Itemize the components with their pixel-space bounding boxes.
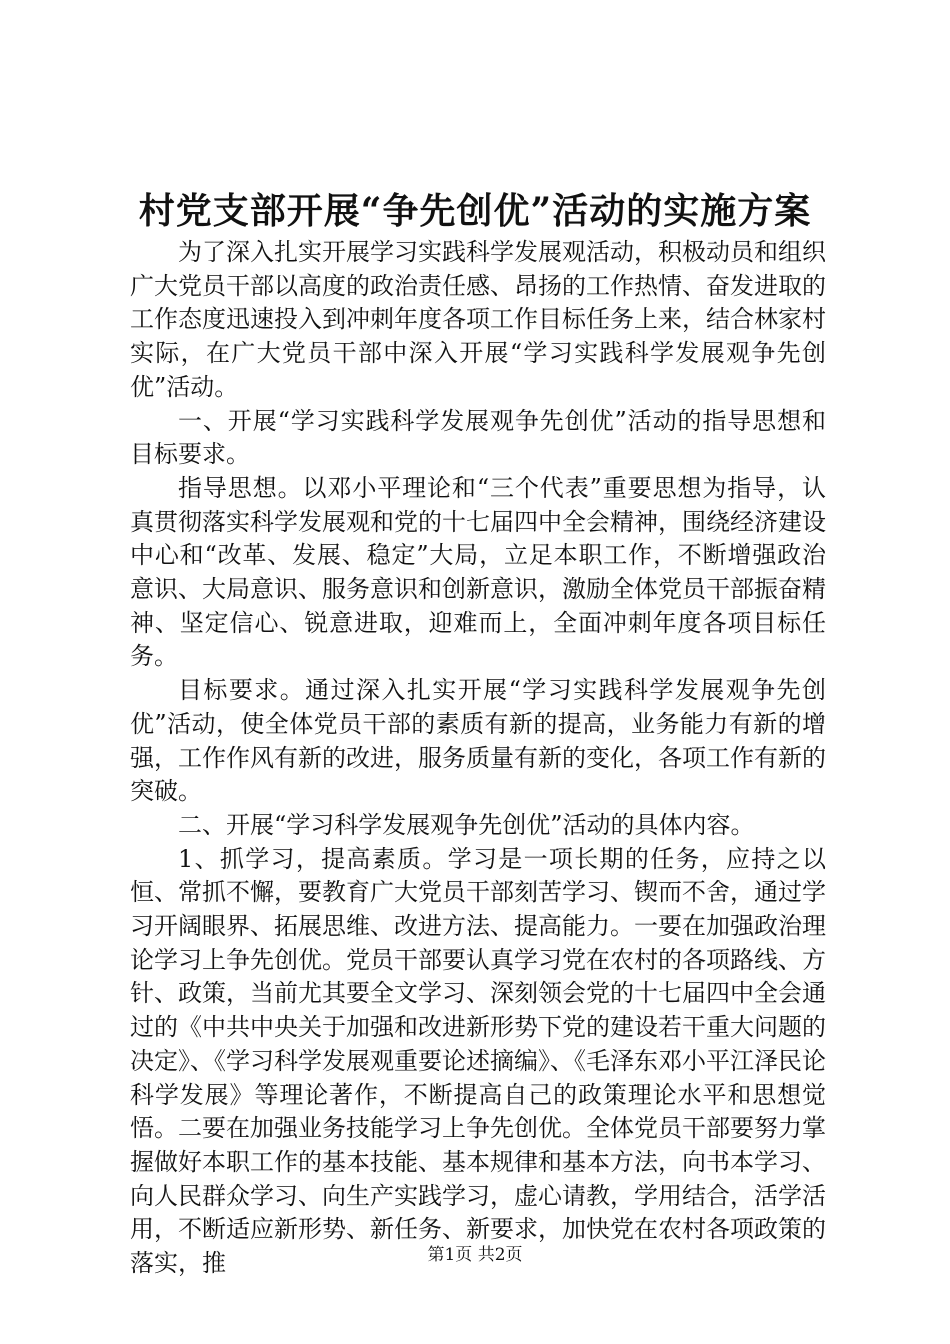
- paragraph-intro: 为了深入扎实开展学习实践科学发展观活动，积极动员和组织广大党员干部以高度的政治责任感、昂扬的工作热情、奋发进取的工作态度迅速投入到冲刺年度各项工作目标任务上来，结合林家村实际，在广大党员干部中深入开展“学习实践科学发展观争先创优”活动。: [130, 238, 826, 401]
- paragraph-section-1-heading: 一、开展“学习实践科学发展观争先创优”活动的指导思想和目标要求。: [130, 406, 826, 469]
- document-body: [130, 236, 826, 1281]
- paragraph-goal-requirements: 目标要求。通过深入扎实开展“学习实践科学发展观争先创优”活动，使全体党员干部的素质有新的提高，业务能力有新的增强，工作作风有新的改进，服务质量有新的变化，各项工作有新的突破。: [130, 676, 826, 806]
- paragraph-section-2-heading: 二、开展“学习科学发展观争先创优”活动的具体内容。: [178, 810, 755, 839]
- paragraph-item-1-study: 1、抓学习，提高素质。学习是一项长期的任务，应持之以恒、常抓不懈，要教育广大党员干部刻苦学习、锲而不舍，通过学习开阔眼界、拓展思维、改进方法、提高能力。一要在加强政治理论学习上争先创优。党员干部要认真学习党在农村的各项路线、方针、政策，当前尤其要全文学习、深刻领会党的十七届四中全会通过的《中共中央关于加强和改进新形势下党的建设若干重大问题的决定》、《学习科学发展观重要论述摘编》、《毛泽东邓小平江泽民论科学发展》等理论著作，不断提高自己的政策理论水平和思想觉悟。二要在加强业务技能学习上争先创优。全体党员干部要努力掌握做好本职工作的基本技能、基本规律和基本方法，向书本学习、向人民群众学习、向生产实践学习，虚心请教，学用结合，活学活用，不断适应新形势、新任务、新要求，加快党在农村各项政策的落实，推: [130, 844, 826, 1278]
- page-number-footer: 第1页 共2页: [427, 1245, 523, 1265]
- paragraph-guiding-thought: 指导思想。以邓小平理论和“三个代表”重要思想为指导，认真贯彻落实科学发展观和党的十七届四中全会精神，围绕经济建设中心和“改革、发展、稳定”大局，立足本职工作，不断增强政治意识、大局意识、服务意识和创新意识，激励全体党员干部振奋精神、坚定信心、锐意进取，迎难而上，全面冲刺年度各项目标任务。: [130, 473, 826, 671]
- document-title: 村党支部开展“争先创优”活动的实施方案: [138, 190, 812, 232]
